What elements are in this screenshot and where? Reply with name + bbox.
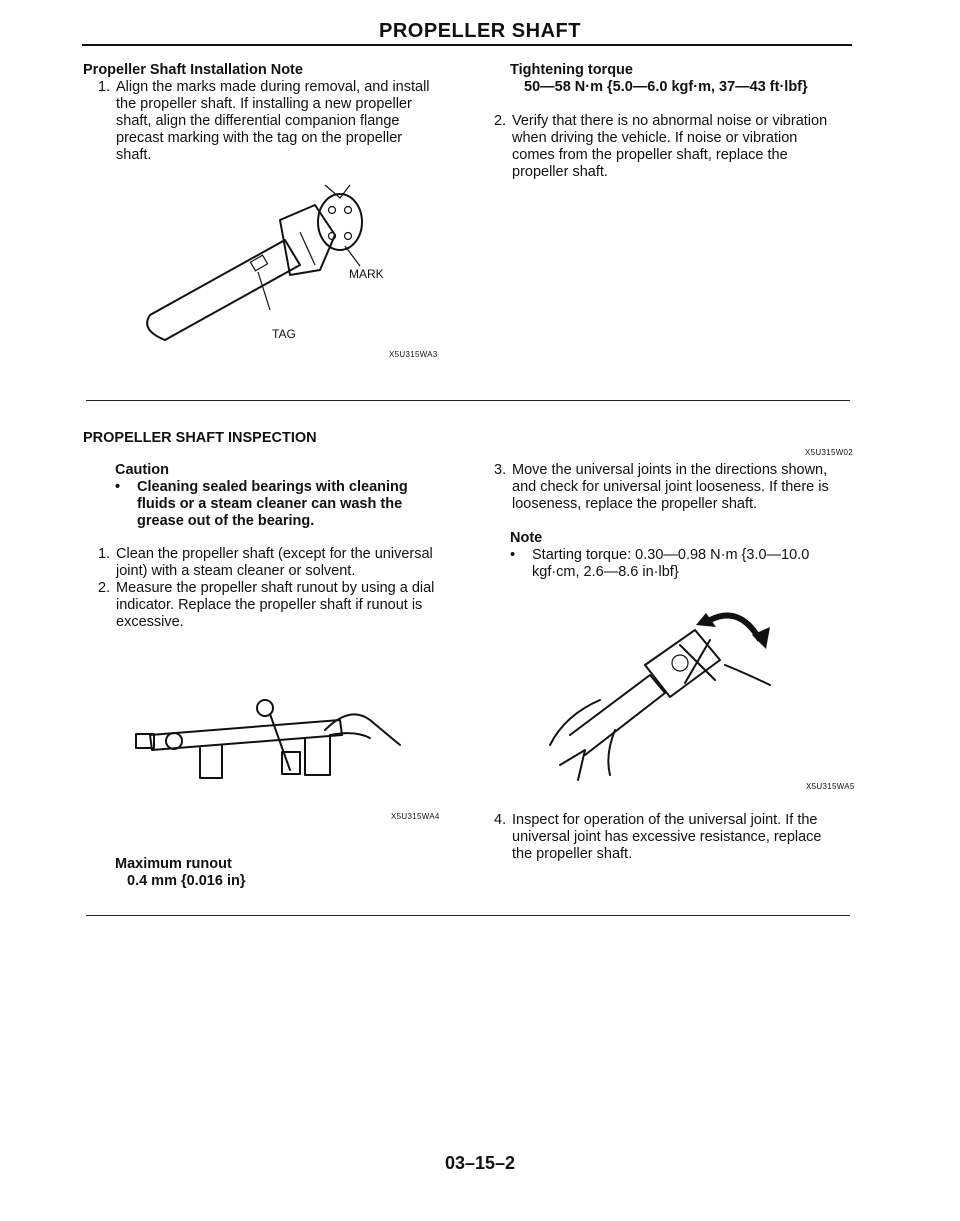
install-step-2 [494,113,864,181]
inspection-step-2-number: 2. [98,580,111,596]
mark-label: MARK [349,267,384,281]
section-divider [86,400,850,401]
install-step-2-line: Verify that there is no abnormal noise or vibration [512,113,828,129]
install-step-2-number: 2. [494,113,507,129]
inspection-step-3-line: Move the universal joints in the directions shown, [512,462,828,478]
inspection-step-2-line: Measure the propeller shaft runout by using a dial [116,580,435,596]
install-step-1-line: Align the marks made during removal, and install [116,79,430,95]
caution-bullet: • [115,479,121,495]
tag-label: TAG [272,327,296,341]
install-step-1 [98,79,468,164]
inspection-step-3-line: and check for universal joint looseness. If there is [512,479,829,495]
torque-heading: Tightening torque [510,62,633,78]
inspection-heading: PROPELLER SHAFT INSPECTION [83,430,317,446]
figure-code: X5U315WA3 [389,350,438,359]
install-step-1-line: the propeller shaft. If installing a new propeller [116,96,412,112]
header-rule [82,44,852,46]
inspection-step-1-line: Clean the propeller shaft (except for the universal [116,546,433,562]
inspection-step-3 [494,462,864,513]
shaft-flange-illustration [140,180,370,350]
inspection-step-4-line: Inspect for operation of the universal joint. If the [512,812,818,828]
inspection-step-4-line: universal joint has excessive resistance, replace [512,829,822,845]
install-step-1-line: precast marking with the tag on the propeller [116,130,403,146]
universal-joint-check-illustration [530,605,800,785]
inspection-step-3-line: looseness, replace the propeller shaft. [512,496,758,512]
max-runout-value: 0.4 mm {0.016 in} [127,873,246,889]
inspection-step-3-number: 3. [494,462,507,478]
bottom-divider [86,915,850,916]
install-step-1-line: shaft. [116,147,152,163]
note-bullet: • [510,547,516,563]
page-number: 03–15–2 [444,1153,516,1173]
install-step-1-number: 1. [98,79,111,95]
inspection-step-2 [98,580,468,631]
note-item [510,547,860,581]
note-line: Starting torque: 0.30—0.98 N·m {3.0—10.0 [532,547,810,563]
inspection-step-4-number: 4. [494,812,507,828]
caution-line: grease out of the bearing. [137,513,315,529]
inspection-step-2-line: indicator. Replace the propeller shaft if runout is [116,597,423,613]
inspection-step-4-line: the propeller shaft. [512,846,633,862]
caution-line: fluids or a steam cleaner can wash the [137,496,403,512]
runout-measurement-illustration [130,690,420,790]
caution-line: Cleaning sealed bearings with cleaning [137,479,408,495]
install-step-2-line: comes from the propeller shaft, replace the [512,147,788,163]
inspection-step-2-line: excessive. [116,614,184,630]
caution-title: Caution [115,462,169,478]
torque-value: 50—58 N·m {5.0—6.0 kgf·m, 37—43 ft·lbf} [524,79,808,95]
inspection-step-1-number: 1. [98,546,111,562]
inspection-step-1 [98,546,468,580]
max-runout-title: Maximum runout [115,856,232,872]
runout-figure-code: X5U315WA4 [391,812,440,821]
page-title: PROPELLER SHAFT [379,20,581,42]
install-step-1-line: shaft, align the differential companion flange [116,113,400,129]
install-note-heading: Propeller Shaft Installation Note [83,62,303,78]
inspection-step-1-line: joint) with a steam cleaner or solvent. [116,563,356,579]
inspection-step-4 [494,812,864,863]
uj-figure-code: X5U315WA5 [806,782,855,791]
install-step-2-line: propeller shaft. [512,164,608,180]
note-line: kgf·cm, 2.6—8.6 in·lbf} [532,564,679,580]
note-title: Note [510,530,543,546]
caution-item [115,479,455,530]
install-step-2-line: when driving the vehicle. If noise or vibration [512,130,798,146]
right-figure-code-top: X5U315W02 [805,448,854,457]
